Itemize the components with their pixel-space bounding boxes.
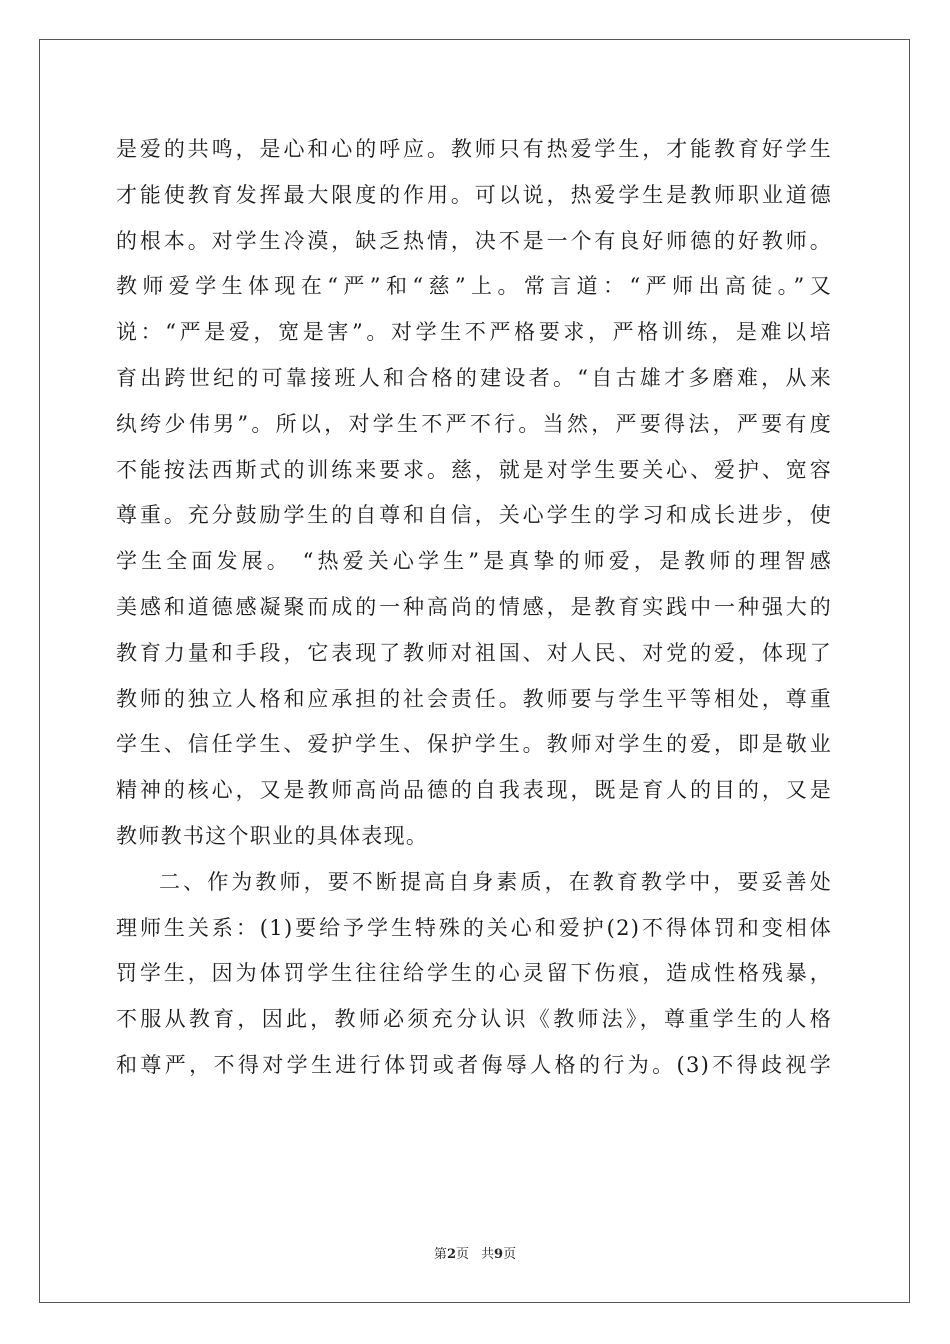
total-pages-prefix: 共 (481, 1247, 495, 1262)
page-number-suffix: 页 (455, 1247, 469, 1262)
total-page-count: 9 (494, 1247, 504, 1262)
text-line: 尊重。充分鼓励学生的自尊和自信，关心学生的学习和成长进步，使 (116, 503, 832, 528)
text-line: 的根本。对学生冷漠，缺乏热情，决不是一个有良好师德的好教师。 (116, 228, 832, 253)
text-line: 罚学生，因为体罚学生往往给学生的心灵留下伤痕，造成性格残暴， (116, 961, 832, 986)
text-line: 教师教书这个职业的具体表现。 (116, 823, 429, 848)
text-line: 说：“严是爱，宽是害”。对学生不严格要求，严格训练，是难以培 (116, 320, 832, 345)
page-footer (0, 1247, 950, 1263)
text-line: 理师生关系：(1)要给予学生特殊的关心和爱护(2)不得体罚和变相体 (116, 915, 832, 940)
text-line: 不服从教育，因此，教师必须充分认识《教师法》，尊重学生的人格 (116, 1007, 832, 1032)
page-number-prefix: 第 (433, 1247, 447, 1262)
text-line: 教育力量和手段，它表现了教师对祖国、对人民、对党的爱，体现了 (116, 640, 832, 665)
text-line: 纨绔少伟男”。所以，对学生不严不行。当然，严要得法，严要有度 (116, 411, 832, 436)
text-line: 美感和道德感凝聚而成的一种高尚的情感，是教育实践中一种强大的 (116, 594, 832, 619)
text-line: 是爱的共鸣，是心和心的呼应。教师只有热爱学生，才能教育好学生 (116, 137, 832, 161)
text-line: 育出跨世纪的可靠接班人和合格的建设者。“自古雄才多磨难，从来 (116, 365, 832, 390)
document-body (116, 127, 832, 1089)
text-line: 教师的独立人格和应承担的社会责任。教师要与学生平等相处，尊重 (116, 686, 832, 711)
text-line: 精神的核心，又是教师高尚品德的自我表现，既是育人的目的，又是 (116, 778, 832, 803)
paragraph-first-line: 二、作为教师，要不断提高自身素质，在教育教学中，要妥善处 (159, 869, 832, 894)
total-pages-suffix: 页 (503, 1247, 517, 1262)
text-line: 学生、信任学生、爱护学生、保护学生。教师对学生的爱，即是敬业 (116, 732, 832, 757)
text-line: 不能按法西斯式的训练来要求。慈，就是对学生要关心、爱护、宽容 (116, 457, 832, 482)
text-line: 才能使教育发挥最大限度的作用。可以说，热爱学生是教师职业道德 (116, 182, 832, 207)
text-line: 学生全面发展。 “热爱关心学生”是真挚的师爱，是教师的理智感 (116, 549, 832, 574)
text-line: 和尊严，不得对学生进行体罚或者侮辱人格的行为。(3)不得歧视学 (116, 1052, 832, 1077)
current-page-number: 2 (446, 1247, 456, 1262)
text-line: 教师爱学生体现在“严”和“慈”上。常言道：“严师出高徒。”又 (116, 274, 832, 299)
